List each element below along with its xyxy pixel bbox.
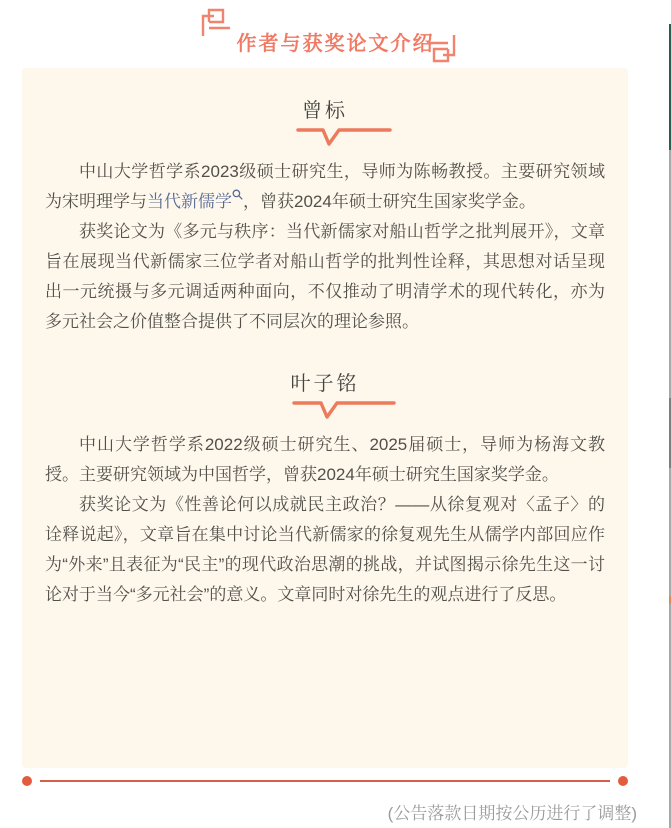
author-name-block bbox=[45, 98, 605, 147]
paper-intro: 获奖论文为《多元与秩序：当代新儒家对船山哲学之批判展开》，文章旨在展现当代新儒家三位学者对船山哲学的批判性诠释，其思想对话呈现出一元统摄与多元调适两种面向，不仅推动了明清学术的现代转化，亦为多元社会之价值整合提供了不同层次的理论参照。 bbox=[45, 222, 605, 331]
author-name: 叶子铭 bbox=[290, 373, 360, 395]
divider-dot-left bbox=[22, 776, 32, 786]
page-header bbox=[0, 0, 671, 68]
author-name-block bbox=[45, 371, 605, 420]
name-ribbon-icon bbox=[296, 127, 392, 147]
author-name: 曾标 bbox=[302, 100, 348, 122]
corner-ornament-top-left-icon bbox=[201, 8, 231, 38]
divider-line bbox=[40, 780, 610, 782]
search-link-sup[interactable] bbox=[232, 188, 243, 204]
content-card bbox=[22, 68, 628, 768]
search-icon[interactable] bbox=[232, 189, 243, 200]
divider-dot-right bbox=[618, 776, 628, 786]
search-link[interactable] bbox=[147, 192, 243, 211]
bio-text-before-link: 中山大学哲学系2023级硕士研究生，导师为陈畅教授。主要研究领域为宋明理学与 bbox=[45, 162, 605, 211]
bio-text-after-link: ，曾获2024年硕士研究生国家奖学金。 bbox=[243, 192, 536, 211]
corner-ornament-bottom-right-icon bbox=[426, 33, 456, 63]
name-ribbon-icon bbox=[292, 400, 396, 420]
author-section-zengbiao bbox=[45, 98, 605, 337]
author-section-yeziming bbox=[45, 371, 605, 610]
footer-divider bbox=[22, 776, 628, 786]
search-link-label[interactable]: 当代新儒学 bbox=[147, 192, 232, 211]
author-bio bbox=[45, 157, 605, 217]
footer-note: (公告落款日期按公历进行了调整) bbox=[387, 804, 637, 823]
page-title: 作者与获奖论文介绍 bbox=[236, 33, 435, 55]
author-bio: 中山大学哲学系2022级硕士研究生、2025届硕士，导师为杨海文教授。主要研究领域为中国哲学，曾获2024年硕士研究生国家奖学金。 bbox=[45, 435, 605, 484]
paper-intro: 获奖论文为《性善论何以成就民主政治？——从徐复观对〈孟子〉的诠释说起》，文章旨在集中讨论当代新儒家的徐复观先生从儒学内部回应作为“外来”且表征为“民主”的现代政治思潮的挑战，并试图揭示徐先生这一讨论对于当今“多元社会”的意义。文章同时对徐先生的观点进行了反思。 bbox=[45, 495, 605, 604]
